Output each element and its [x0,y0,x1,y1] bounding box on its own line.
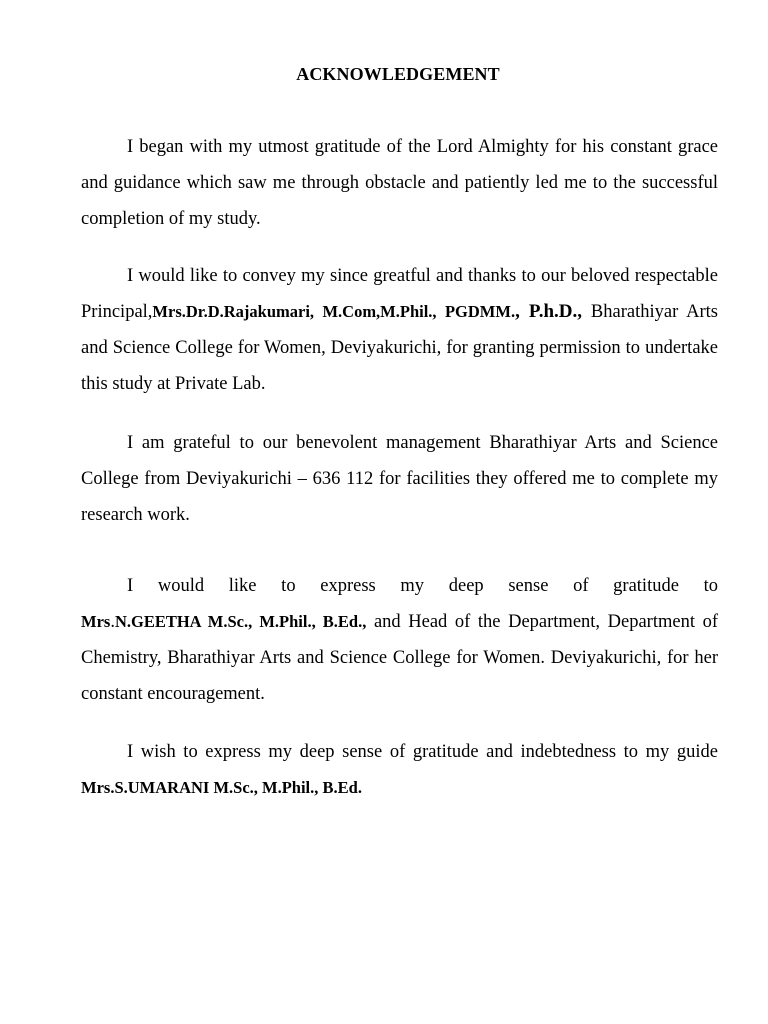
paragraph-lord-gratitude [81,129,718,237]
paragraph-text: I am grateful to our benevolent management Bharathiyar Arts and Science College from Deviyakurichi – 636 112 for facilities they offered me to complete my research work. [81,433,718,525]
hod-name-prefix: Mrs [81,612,111,631]
hod-name-dot: . [110,612,115,632]
paragraph-text: I began with my utmost gratitude of the Lord Almighty for his constant grace and guidance which saw me through obstacle and patiently led me to the successful completion of my study. [81,137,718,229]
principal-degree: , P.h.D., [515,301,583,322]
paragraph-management [81,425,718,533]
paragraph-text: I would like to convey my since greatful and thanks to our beloved respectable Principal, [81,266,718,322]
paragraph-text: I wish to express my deep sense of gratitude and indebtedness to my guide [127,742,718,762]
page-title: ACKNOWLEDGEMENT [296,64,500,84]
principal-name: Mrs.Dr.D.Rajakumari, M.Com,M.Phil., PGDMM. [152,302,516,321]
paragraph-text: I would like to express my deep sense of gratitude to [127,576,718,596]
hod-name: N.GEETHA M.Sc., M.Phil., B.Ed., [114,612,367,631]
paragraph-text: and Head of the Department, Department of Chemistry, Bharathiyar Arts and Science College for Women. Deviyakurichi, for her constant encouragement. [81,612,718,704]
paragraph-hod [81,568,718,712]
paragraph-text: Bharathiyar Arts and Science College for Women, Deviyakurichi, for granting permission to undertake this study at Private Lab. [81,302,718,394]
guide-name: Mrs.S.UMARANI M.Sc., M.Phil., B.Ed. [81,778,362,797]
paragraph-principal [81,258,718,402]
paragraph-guide [81,734,718,806]
